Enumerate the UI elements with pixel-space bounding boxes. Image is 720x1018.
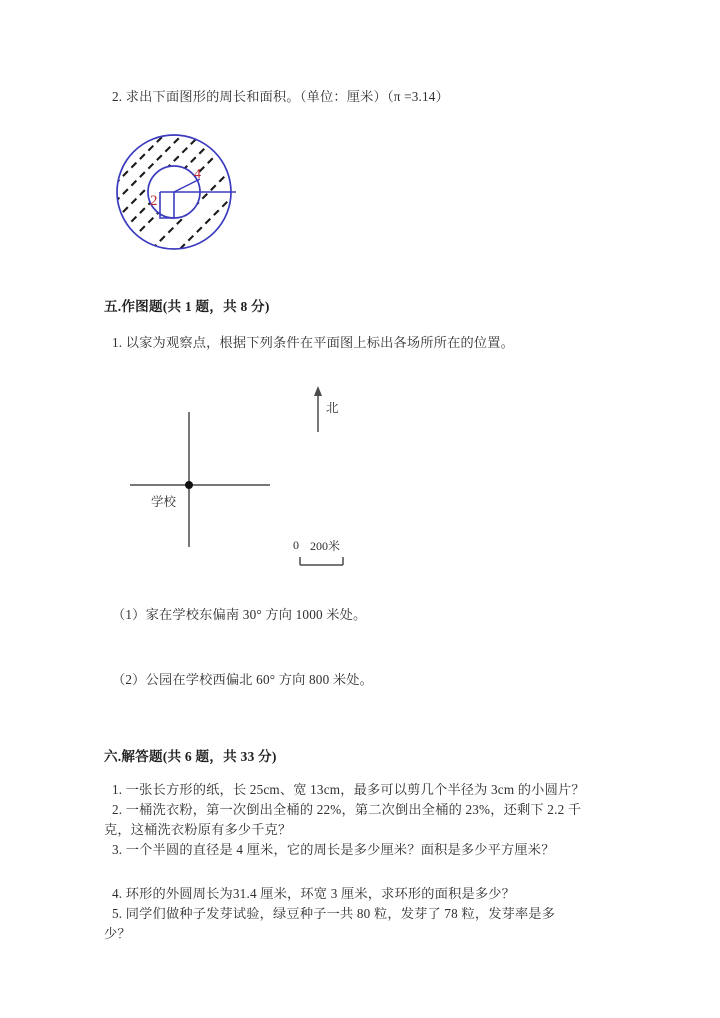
section-six-question-5-line-1: 5. 同学们做种子发芽试验，绿豆种子一共 80 粒，发芽了 78 粒，发芽率是多 xyxy=(112,906,556,921)
annulus-figure xyxy=(112,131,236,253)
north-label: 北 xyxy=(326,401,339,415)
section-six-question-2-line-2: 克，这桶洗衣粉原有多少千克？ xyxy=(104,822,292,837)
direction-map-svg xyxy=(130,382,390,572)
section-five-sub-question-1: （1）家在学校东偏南 30° 方向 1000 米处。 xyxy=(112,607,367,622)
section-six-question-1: 1. 一张长方形的纸，长 25cm、宽 13cm，最多可以剪几个半径为 3cm 的小圆片？ xyxy=(112,782,585,797)
north-arrow-head xyxy=(314,386,322,396)
section-five-heading: 五.作图题(共 1 题，共 8 分) xyxy=(104,299,270,314)
inner-radius-label: 2 xyxy=(150,193,158,209)
school-point xyxy=(185,481,193,489)
school-label: 学校 xyxy=(151,495,177,509)
outer-radius-label: 4 xyxy=(194,167,201,182)
section-six-question-3: 3. 一个半圆的直径是 4 厘米，它的周长是多少厘米？面积是多少平方厘米？ xyxy=(112,842,555,857)
right-angle-marker xyxy=(160,192,174,218)
direction-map-figure xyxy=(130,382,390,572)
section-six-question-2-line-1: 2. 一桶洗衣粉，第一次倒出全桶的 22%，第二次倒出全桶的 23%，还剩下 2.2 千 xyxy=(112,802,582,817)
section-five-sub-question-2: （2）公园在学校西偏北 60° 方向 800 米处。 xyxy=(112,672,374,687)
scale-zero-label: 0 xyxy=(293,538,299,552)
scale-value-label: 200米 xyxy=(310,539,341,553)
annulus-svg xyxy=(112,131,236,253)
section-five-question-1: 1. 以家为观察点，根据下列条件在平面图上标出各场所所在的位置。 xyxy=(112,335,515,350)
problem-2-text: 2. 求出下面图形的周长和面积。（单位：厘米）（π =3.14） xyxy=(112,89,449,104)
section-six-heading: 六.解答题(共 6 题，共 33 分) xyxy=(104,749,277,764)
section-six-question-5-line-2: 少？ xyxy=(104,926,131,941)
section-six-question-4: 4. 环形的外圆周长为31.4 厘米，环宽 3 厘米，求环形的面积是多少？ xyxy=(112,886,516,901)
